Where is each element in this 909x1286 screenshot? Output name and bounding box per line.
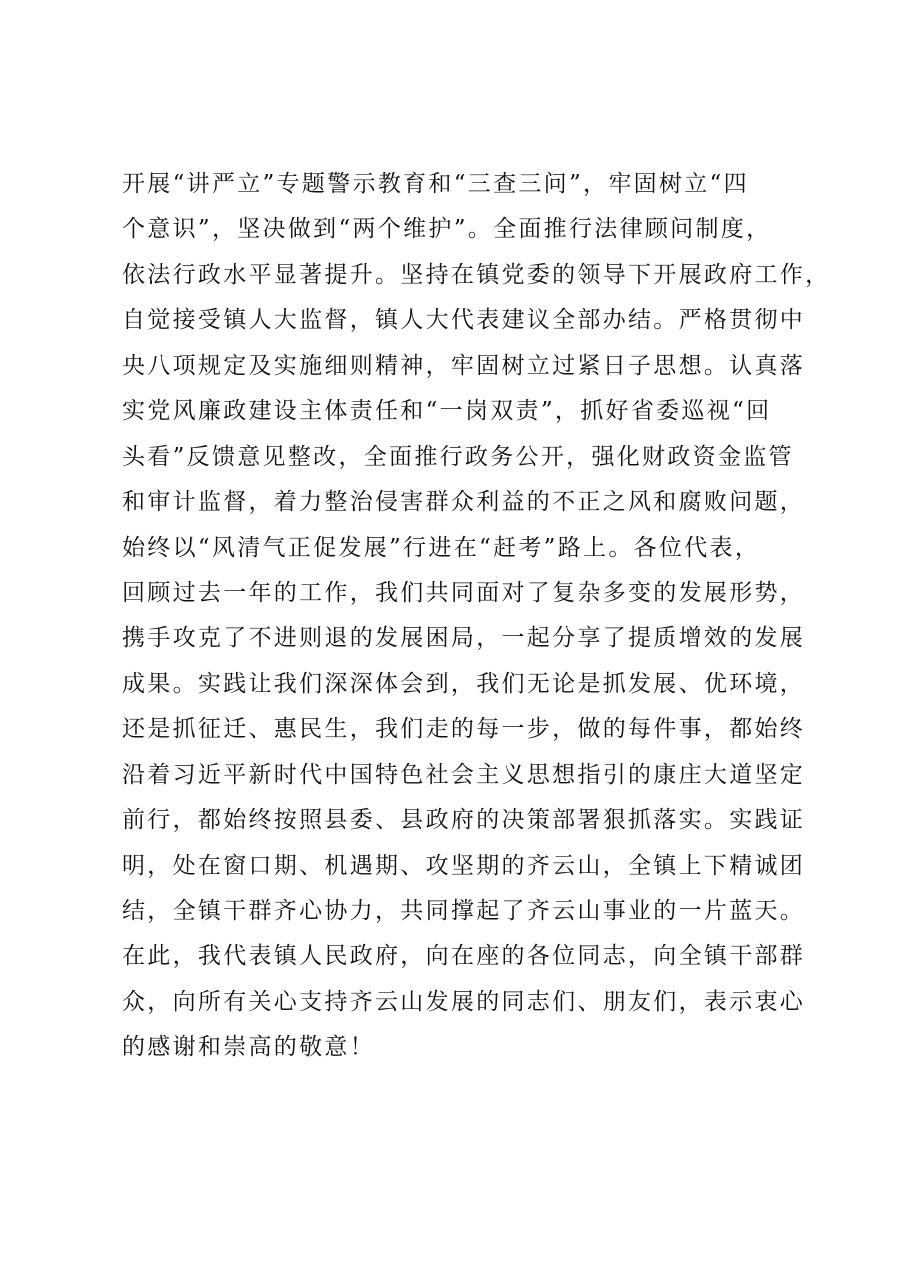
text-line: 和审计监督，着力整治侵害群众利益的不正之风和腐败问题， [122, 489, 806, 516]
text-line: 还是抓征迁、惠民生，我们走的每一步，做的每件事，都始终 [122, 716, 806, 743]
text-line: 众，向所有关心支持齐云山发展的同志们、朋友们，表示衷心 [122, 988, 806, 1015]
text-line: 头看”反馈意见整改，全面推行政务公开，强化财政资金监管 [122, 443, 794, 470]
text-line: 始终以“风清气正促发展”行进在“赶考”路上。各位代表， [122, 534, 761, 561]
text-line: 回顾过去一年的工作，我们共同面对了复杂多变的发展形势， [122, 579, 806, 606]
text-line: 明，处在窗口期、机遇期、攻坚期的齐云山，全镇上下精诚团 [122, 852, 806, 879]
text-line: 央八项规定及实施细则精神，牢固树立过紧日子思想。认真落 [122, 352, 806, 379]
text-line: 前行，都始终按照县委、县政府的决策部署狠抓落实。实践证 [122, 807, 806, 834]
text-line: 在此，我代表镇人民政府，向在座的各位同志，向全镇干部群 [122, 943, 806, 970]
text-line: 依法行政水平显著提升。坚持在镇党委的领导下开展政府工作， [122, 261, 831, 288]
text-line: 成果。实践让我们深深体会到，我们无论是抓发展、优环境， [122, 670, 806, 697]
text-line: 实党风廉政建设主体责任和“一岗双责”，抓好省委巡视“回 [122, 398, 772, 425]
text-line: 个意识”，坚决做到“两个维护”。全面推行法律顾问制度， [122, 216, 772, 243]
text-line: 沿着习近平新时代中国特色社会主义思想指引的康庄大道坚定 [122, 761, 806, 788]
text-line: 自觉接受镇人大监督，镇人大代表建议全部办结。严格贯彻中 [122, 307, 806, 334]
text-line: 携手攻克了不进则退的发展困局，一起分享了提质增效的发展 [122, 625, 806, 652]
text-line: 开展“讲严立”专题警示教育和“三查三问”，牢固树立“四 [122, 171, 749, 197]
body-paragraph [122, 162, 831, 1071]
text-line: 结，全镇干群齐心协力，共同撑起了齐云山事业的一片蓝天。 [122, 898, 806, 924]
text-line: 的感谢和崇高的敬意！ [122, 1034, 375, 1061]
